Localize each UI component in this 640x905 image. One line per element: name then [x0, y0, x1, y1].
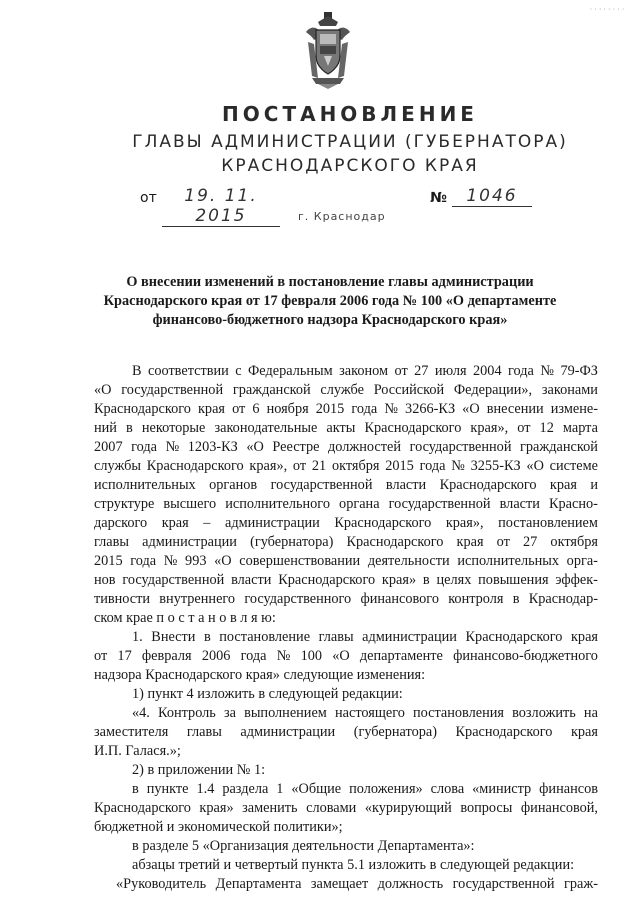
- body-line: дарского края – администрации Краснодарского края», постановлением: [94, 515, 598, 531]
- body-line: 2007 года № 1203-КЗ «О Реестре должностей государственной гражданской: [94, 439, 598, 455]
- title-line: финансово-бюджетного надзора Краснодарского края»: [152, 312, 508, 328]
- body-line: заместителя главы администрации (губернатора) Краснодарского края: [94, 724, 598, 740]
- number-label: №: [430, 190, 447, 206]
- document-date: 19. 11. 2015: [162, 186, 280, 227]
- document-type-heading: ПОСТАНОВЛЕНИЕ: [222, 102, 478, 126]
- city-line: г. Краснодар: [298, 210, 386, 223]
- body-line: И.П. Галася.»;: [94, 743, 181, 759]
- document-body: [94, 362, 598, 894]
- body-line: службы Краснодарского края», от 21 октября 2015 года № 3255-КЗ «О системе: [94, 458, 598, 474]
- body-line: «Руководитель Департамента замещает должность государственной граж-: [116, 876, 598, 892]
- title-line: Краснодарского края от 17 февраля 2006 года № 100 «О департаменте: [103, 293, 557, 309]
- body-line: тивности внутреннего государственного финансового контроля в Краснодар-: [94, 591, 598, 607]
- body-line: в пункте 1.4 раздела 1 «Общие положения» слова «министр финансов: [132, 781, 598, 797]
- body-line: 1. Внести в постановление главы администрации Краснодарского края: [132, 629, 598, 645]
- body-line: от 17 февраля 2006 года № 100 «О департаменте финансово-бюджетного: [94, 648, 598, 664]
- body-line: абзацы третий и четвертый пункта 5.1 изложить в следующей редакции:: [132, 857, 575, 873]
- body-line: в разделе 5 «Организация деятельности Департамента»:: [132, 838, 475, 854]
- body-line: 2015 года № 993 «О совершенствовании деятельности исполнительных орга-: [94, 553, 598, 569]
- body-line: ний в некоторые законодательные акты Краснодарского края», от 12 марта: [94, 420, 598, 436]
- body-line: главы администрации (губернатора) Краснодарского края от 27 октября: [94, 534, 598, 550]
- body-line: 1) пункт 4 изложить в следующей редакции:: [132, 686, 403, 702]
- body-line: ском крае п о с т а н о в л я ю:: [94, 610, 276, 626]
- body-line: В соответствии с Федеральным законом от 27 июля 2004 года № 79-ФЗ: [132, 363, 598, 379]
- document-number: 1046: [452, 186, 532, 207]
- document-title: [100, 273, 560, 330]
- coat-of-arms-icon: [300, 10, 356, 90]
- issuer-line-2: КРАСНОДАРСКОГО КРАЯ: [221, 156, 479, 176]
- body-line: бюджетной и экономической политики»;: [94, 819, 343, 835]
- body-line: надзора Краснодарского края» следующие изменения:: [94, 667, 426, 683]
- body-line: нов государственной власти Краснодарского края» в целях повышения эффек-: [94, 572, 598, 588]
- body-line: «4. Контроль за выполнением настоящего постановления возложить на: [132, 705, 598, 721]
- body-line: исполнительных органов государственной власти Краснодарского края и: [94, 477, 598, 493]
- body-line: 2) в приложении № 1:: [132, 762, 266, 778]
- body-line: структуре высшего исполнительного органа государственной власти Красно-: [94, 496, 598, 512]
- title-line: О внесении изменений в постановление главы администрации: [126, 274, 534, 290]
- scan-mark: ········: [589, 6, 626, 13]
- body-line: «О государственной гражданской службе Российской Федерации», законами: [94, 382, 598, 398]
- date-label: от: [140, 190, 157, 206]
- body-line: Краснодарского края от 6 ноября 2015 года № 3266-КЗ «О внесении измене-: [94, 401, 598, 417]
- issuer-line-1: ГЛАВЫ АДМИНИСТРАЦИИ (ГУБЕРНАТОРА): [132, 132, 568, 152]
- body-line: Краснодарского края» заменить словами «курирующий вопросы финансовой,: [94, 800, 598, 816]
